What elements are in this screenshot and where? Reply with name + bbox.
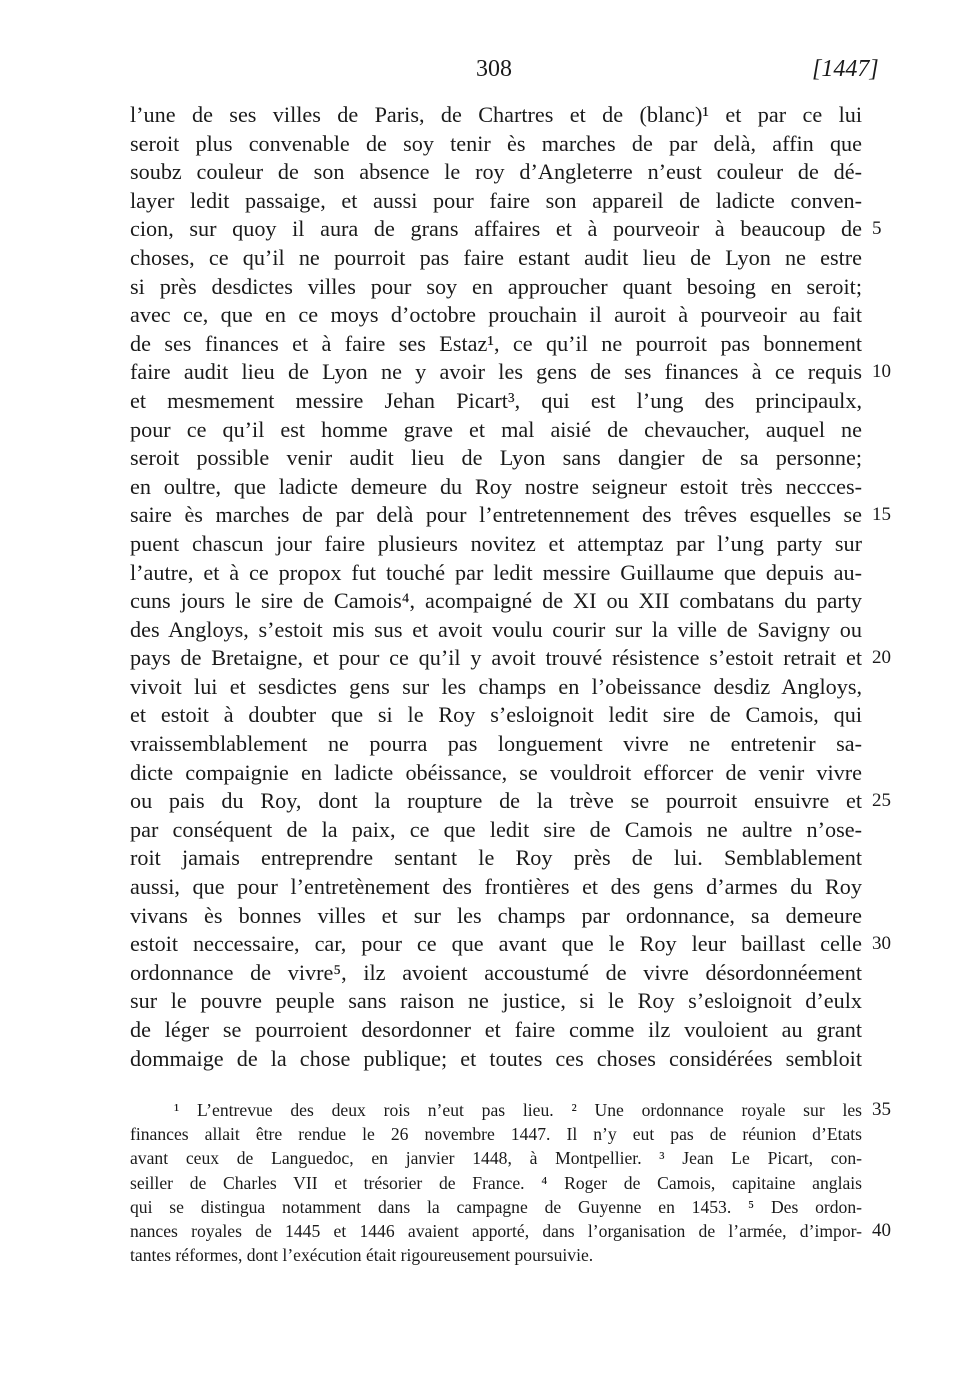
text-line: cion, sur quoy il aura de grans affaires et à pourveoir à beaucoup de bbox=[130, 216, 862, 242]
text-line: ordonnance de vivre⁵, ilz avoient accoustumé de vivre désordonnéement bbox=[130, 959, 862, 985]
text-line: de ses finances et à faire ses Estaz¹, ce qu’il ne pourroit pas bonnement bbox=[130, 330, 862, 356]
text-line: si près desdictes villes pour soy en approucher quant besoing en seroit; bbox=[130, 273, 862, 299]
footnote-line: ¹ L’entrevue des deux rois n’eut pas lieu. ² Une ordonnance royale sur les bbox=[174, 1100, 862, 1120]
text-line: dommaige de la chose publique; et toutes ces choses considérées sembloit bbox=[130, 1045, 862, 1071]
line-number: 20 bbox=[872, 647, 891, 669]
text-line: pour ce qu’il est homme grave et mal aisié de chevaucher, auquel ne bbox=[130, 416, 862, 442]
text-line: vivans ès bonnes villes et sur les champs par ordonnance, sa demeure bbox=[130, 902, 862, 928]
footnote-line: nances royales de 1445 et 1446 avaient apporté, dans l’organisation de l’armée, d’impor- bbox=[130, 1220, 862, 1241]
line-number: 5 bbox=[872, 218, 882, 240]
text-line: de léger se pourroient desordonner et faire comme ilz vouloient au grant bbox=[130, 1017, 862, 1042]
line-number: 30 bbox=[872, 933, 891, 955]
text-line: des Angloys, s’estoit mis sus et avoit voulu courir sur la ville de Savigny ou bbox=[130, 616, 862, 642]
line-number: 35 bbox=[872, 1099, 891, 1120]
main-text-block bbox=[130, 101, 862, 1073]
text-line: vraissemblablement ne pourra pas longuement vivre ne entretenir sa- bbox=[130, 731, 862, 757]
page-number: 308 bbox=[476, 56, 512, 82]
year-marker: [1447] bbox=[812, 56, 879, 82]
text-line: et estoit à doubter que si le Roy s’esloignoit ledit sire de Camois, qui bbox=[130, 702, 862, 728]
line-number: 15 bbox=[872, 504, 891, 526]
footnote-line: avant ceux de Languedoc, en janvier 1448, à Montpellier. ³ Jean Le Picart, con- bbox=[130, 1148, 862, 1169]
text-line: faire audit lieu de Lyon ne y avoir les gens de ses finances à ce requis bbox=[130, 359, 862, 385]
line-number: 40 bbox=[872, 1220, 891, 1241]
footnote-line: qui se distingua notamment dans la campagne de Guyenne en 1453. ⁵ Des ordon- bbox=[130, 1196, 862, 1217]
footnote-line: seiller de Charles VII et trésorier de France. ⁴ Roger de Camois, capitaine anglais bbox=[130, 1172, 862, 1193]
text-line: soubz couleur de son absence le roy d’Angleterre n’eust couleur de dé- bbox=[130, 159, 862, 185]
text-line: roit jamais entreprendre sentant le Roy près de lui. Semblablement bbox=[130, 845, 862, 871]
text-line: choses, ce qu’il ne pourroit pas faire estant audit lieu de Lyon ne estre bbox=[130, 244, 862, 270]
text-line: sur le pouvre peuple sans raison ne justice, si le Roy s’esloignoit d’eulx bbox=[130, 988, 862, 1014]
text-line: layer ledit passaige, et aussi pour faire son appareil de ladicte conven- bbox=[130, 187, 862, 213]
text-line: puent chascun jour faire plusieurs novitez et attemptaz par l’ung party sur bbox=[130, 530, 862, 556]
text-line: par conséquent de la paix, ce que ledit sire de Camois ne aultre n’ose- bbox=[130, 816, 862, 842]
text-line: cuns jours le sire de Camois⁴, acompaigné de XI ou XII combatans du party bbox=[130, 588, 862, 614]
text-line: et mesmement messire Jehan Picart³, qui est l’ung des principaulx, bbox=[130, 387, 862, 413]
text-line: pays de Bretaigne, et pour ce qu’il y avoit trouvé résistence s’estoit retrait et bbox=[130, 645, 862, 671]
footnotes-block bbox=[130, 1098, 862, 1267]
text-line: vivoit lui et sesdictes gens sur les champs en l’obeissance desdiz Angloys, bbox=[130, 673, 862, 699]
text-line: seroit possible venir audit lieu de Lyon sans dangier de sa personne; bbox=[130, 445, 862, 471]
footnote-line: tantes réformes, dont l’exécution était rigoureusement poursuivie. bbox=[130, 1245, 594, 1266]
text-line: aussi, que pour l’entretènement des frontières et des gens d’armes du Roy bbox=[130, 874, 862, 900]
text-line: seroit plus convenable de soy tenir ès marches de par delà, affin que bbox=[130, 130, 862, 156]
text-line: l’autre, et à ce propox fut touché par ledit messire Guillaume que depuis au- bbox=[130, 559, 862, 585]
text-line: ou pais du Roy, dont la roupture de la trève se pourroit ensuivre et bbox=[130, 788, 862, 814]
text-line: saire ès marches de par delà pour l’entretennement des trêves esquelles se bbox=[130, 502, 862, 528]
text-line: en oultre, que ladicte demeure du Roy nostre seigneur estoit très neccces- bbox=[130, 473, 862, 499]
running-header bbox=[0, 56, 960, 90]
line-number: 10 bbox=[872, 361, 891, 383]
text-line: avec ce, que en ce moys d’octobre prouchain il auroit à pourveoir au fait bbox=[130, 302, 862, 328]
text-line: l’une de ses villes de Paris, de Chartres et de (blanc)¹ et par ce lui bbox=[130, 102, 862, 127]
text-line: estoit neccessaire, car, pour ce que avant que le Roy leur baillast celle bbox=[130, 931, 862, 957]
text-line: dicte compaignie en ladicte obéissance, se vouldroit efforcer de venir vivre bbox=[130, 759, 862, 785]
footnote-line: finances allait être rendue le 26 novembre 1447. Il n’y eut pas de réunion d’Etats bbox=[130, 1124, 862, 1145]
line-number: 25 bbox=[872, 790, 891, 812]
